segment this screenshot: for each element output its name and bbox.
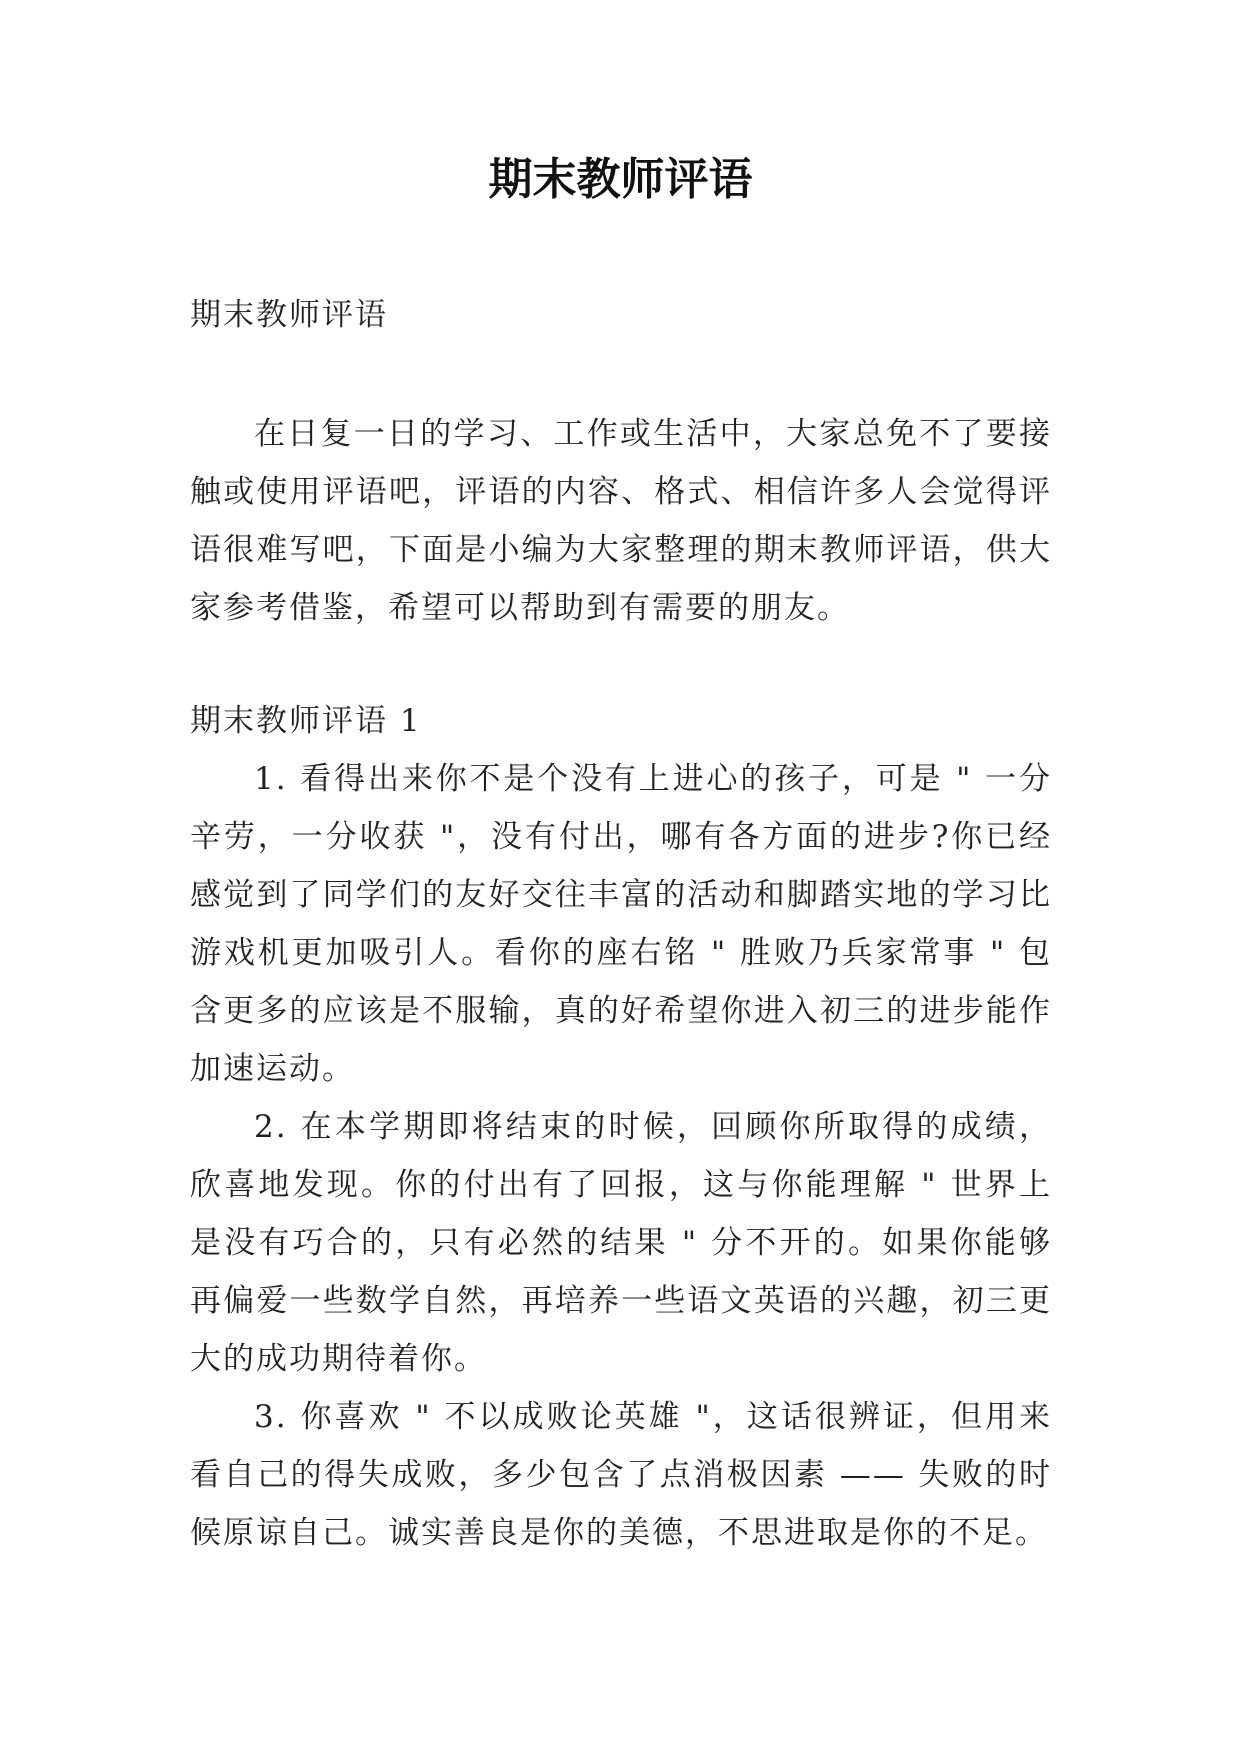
- comment-list: [190, 750, 1052, 1562]
- section-heading: 期末教师评语 1: [190, 703, 422, 739]
- document-title: 期末教师评语: [488, 154, 753, 205]
- document-subtitle: 期末教师评语: [190, 297, 388, 333]
- comment-item-1: 1. 看得出来你不是个没有上进心的孩子，可是 " 一分辛劳，一分收获 "，没有付出，哪有各方面的进步?你已经感觉到了同学们的友好交往丰富的活动和脚踏实地的学习比游戏机更加吸引人。看你的座右铭 " 胜败乃兵家常事 " 包含更多的应该是不服输，真的好希望你进入初三的进步能作加速运动。: [190, 761, 1052, 1087]
- intro-paragraph: 在日复一日的学习、工作或生活中，大家总免不了要接触或使用评语吧，评语的内容、格式、相信许多人会觉得评语很难写吧，下面是小编为大家整理的期末教师评语，供大家参考借鉴，希望可以帮助到有需要的朋友。: [190, 416, 1052, 626]
- comment-item-3: 3. 你喜欢 " 不以成败论英雄 "，这话很辨证，但用来看自己的得失成败，多少包含了点消极因素 —— 失败的时候原谅自己。诚实善良是你的美德，不思进取是你的不足。: [190, 1399, 1052, 1551]
- comment-item-2: 2. 在本学期即将结束的时候，回顾你所取得的成绩，欣喜地发现。你的付出有了回报，这与你能理解 " 世界上是没有巧合的，只有必然的结果 " 分不开的。如果你能够再偏爱一些数学自然，再培养一些语文英语的兴趣，初三更大的成功期待着你。: [190, 1109, 1052, 1377]
